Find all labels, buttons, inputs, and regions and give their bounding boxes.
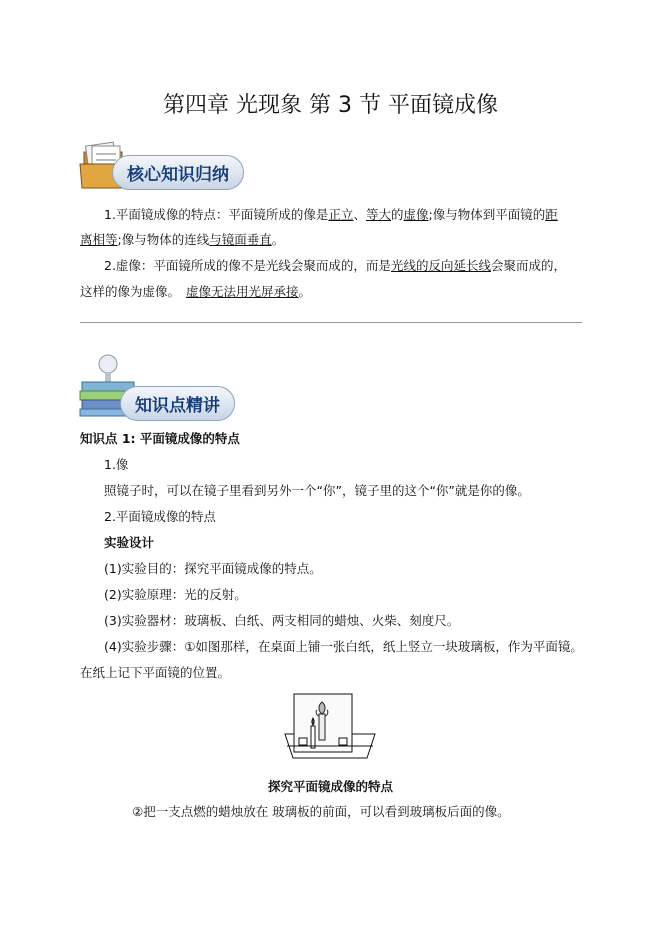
page-title: 第四章 光现象 第 3 节 平面镜成像	[163, 93, 498, 118]
figure-caption: 探究平面镜成像的特点	[267, 779, 393, 794]
banner-label-explain: 知识点精讲	[120, 386, 235, 421]
banner-label-core: 核心知识归纳	[112, 155, 244, 190]
body-line-2: 照镜子时，可以在镜子里看到另外一个“你”，镜子里的这个“你”就是你的像。	[104, 483, 530, 498]
section-divider	[80, 322, 582, 323]
section-banner-explain	[78, 352, 238, 418]
body-line-8: (4)实验步骤：①如图那样，在桌面上铺一张白纸，纸上竖立一块玻璃板，作为平面镜。	[104, 639, 583, 654]
body-line-7: (3)实验器材：玻璃板、白纸、两支相同的蜡烛、火柴、刻度尺。	[104, 613, 460, 628]
core-item-1-line-2: 离相等;像与物体的连线与镜面垂直。	[80, 232, 285, 247]
body-line-10: ②把一支点燃的蜡烛放在 玻璃板的前面，可以看到玻璃板后面的像。	[132, 804, 510, 819]
core-item-2-line-1: 2.虚像：平面镜所成的像不是光线会聚而成的，而是光线的反向延长线会聚而成的，	[104, 258, 566, 273]
body-line-9: 在纸上记下平面镜的位置。	[80, 665, 231, 680]
section-banner-core	[76, 142, 246, 194]
knowledge-point-heading: 知识点 1: 平面镜成像的特点	[80, 431, 240, 446]
body-line-3: 2.平面镜成像的特点	[104, 509, 216, 524]
body-line-6: (2)实验原理：光的反射。	[104, 587, 247, 602]
body-line-1: 1.像	[104, 457, 129, 472]
core-item-1-line-1: 1.平面镜成像的特点：平面镜所成的像是正立、等大的虚像;像与物体到平面镜的距	[104, 207, 558, 222]
mirror-candle-figure	[281, 690, 379, 766]
lit-candle	[311, 718, 315, 748]
body-line-4: 实验设计	[104, 535, 155, 550]
body-line-5: (1)实验目的：探究平面镜成像的特点。	[104, 561, 322, 576]
core-item-2-line-2: 这样的像为虚像。 虚像无法用光屏承接。	[80, 284, 312, 299]
